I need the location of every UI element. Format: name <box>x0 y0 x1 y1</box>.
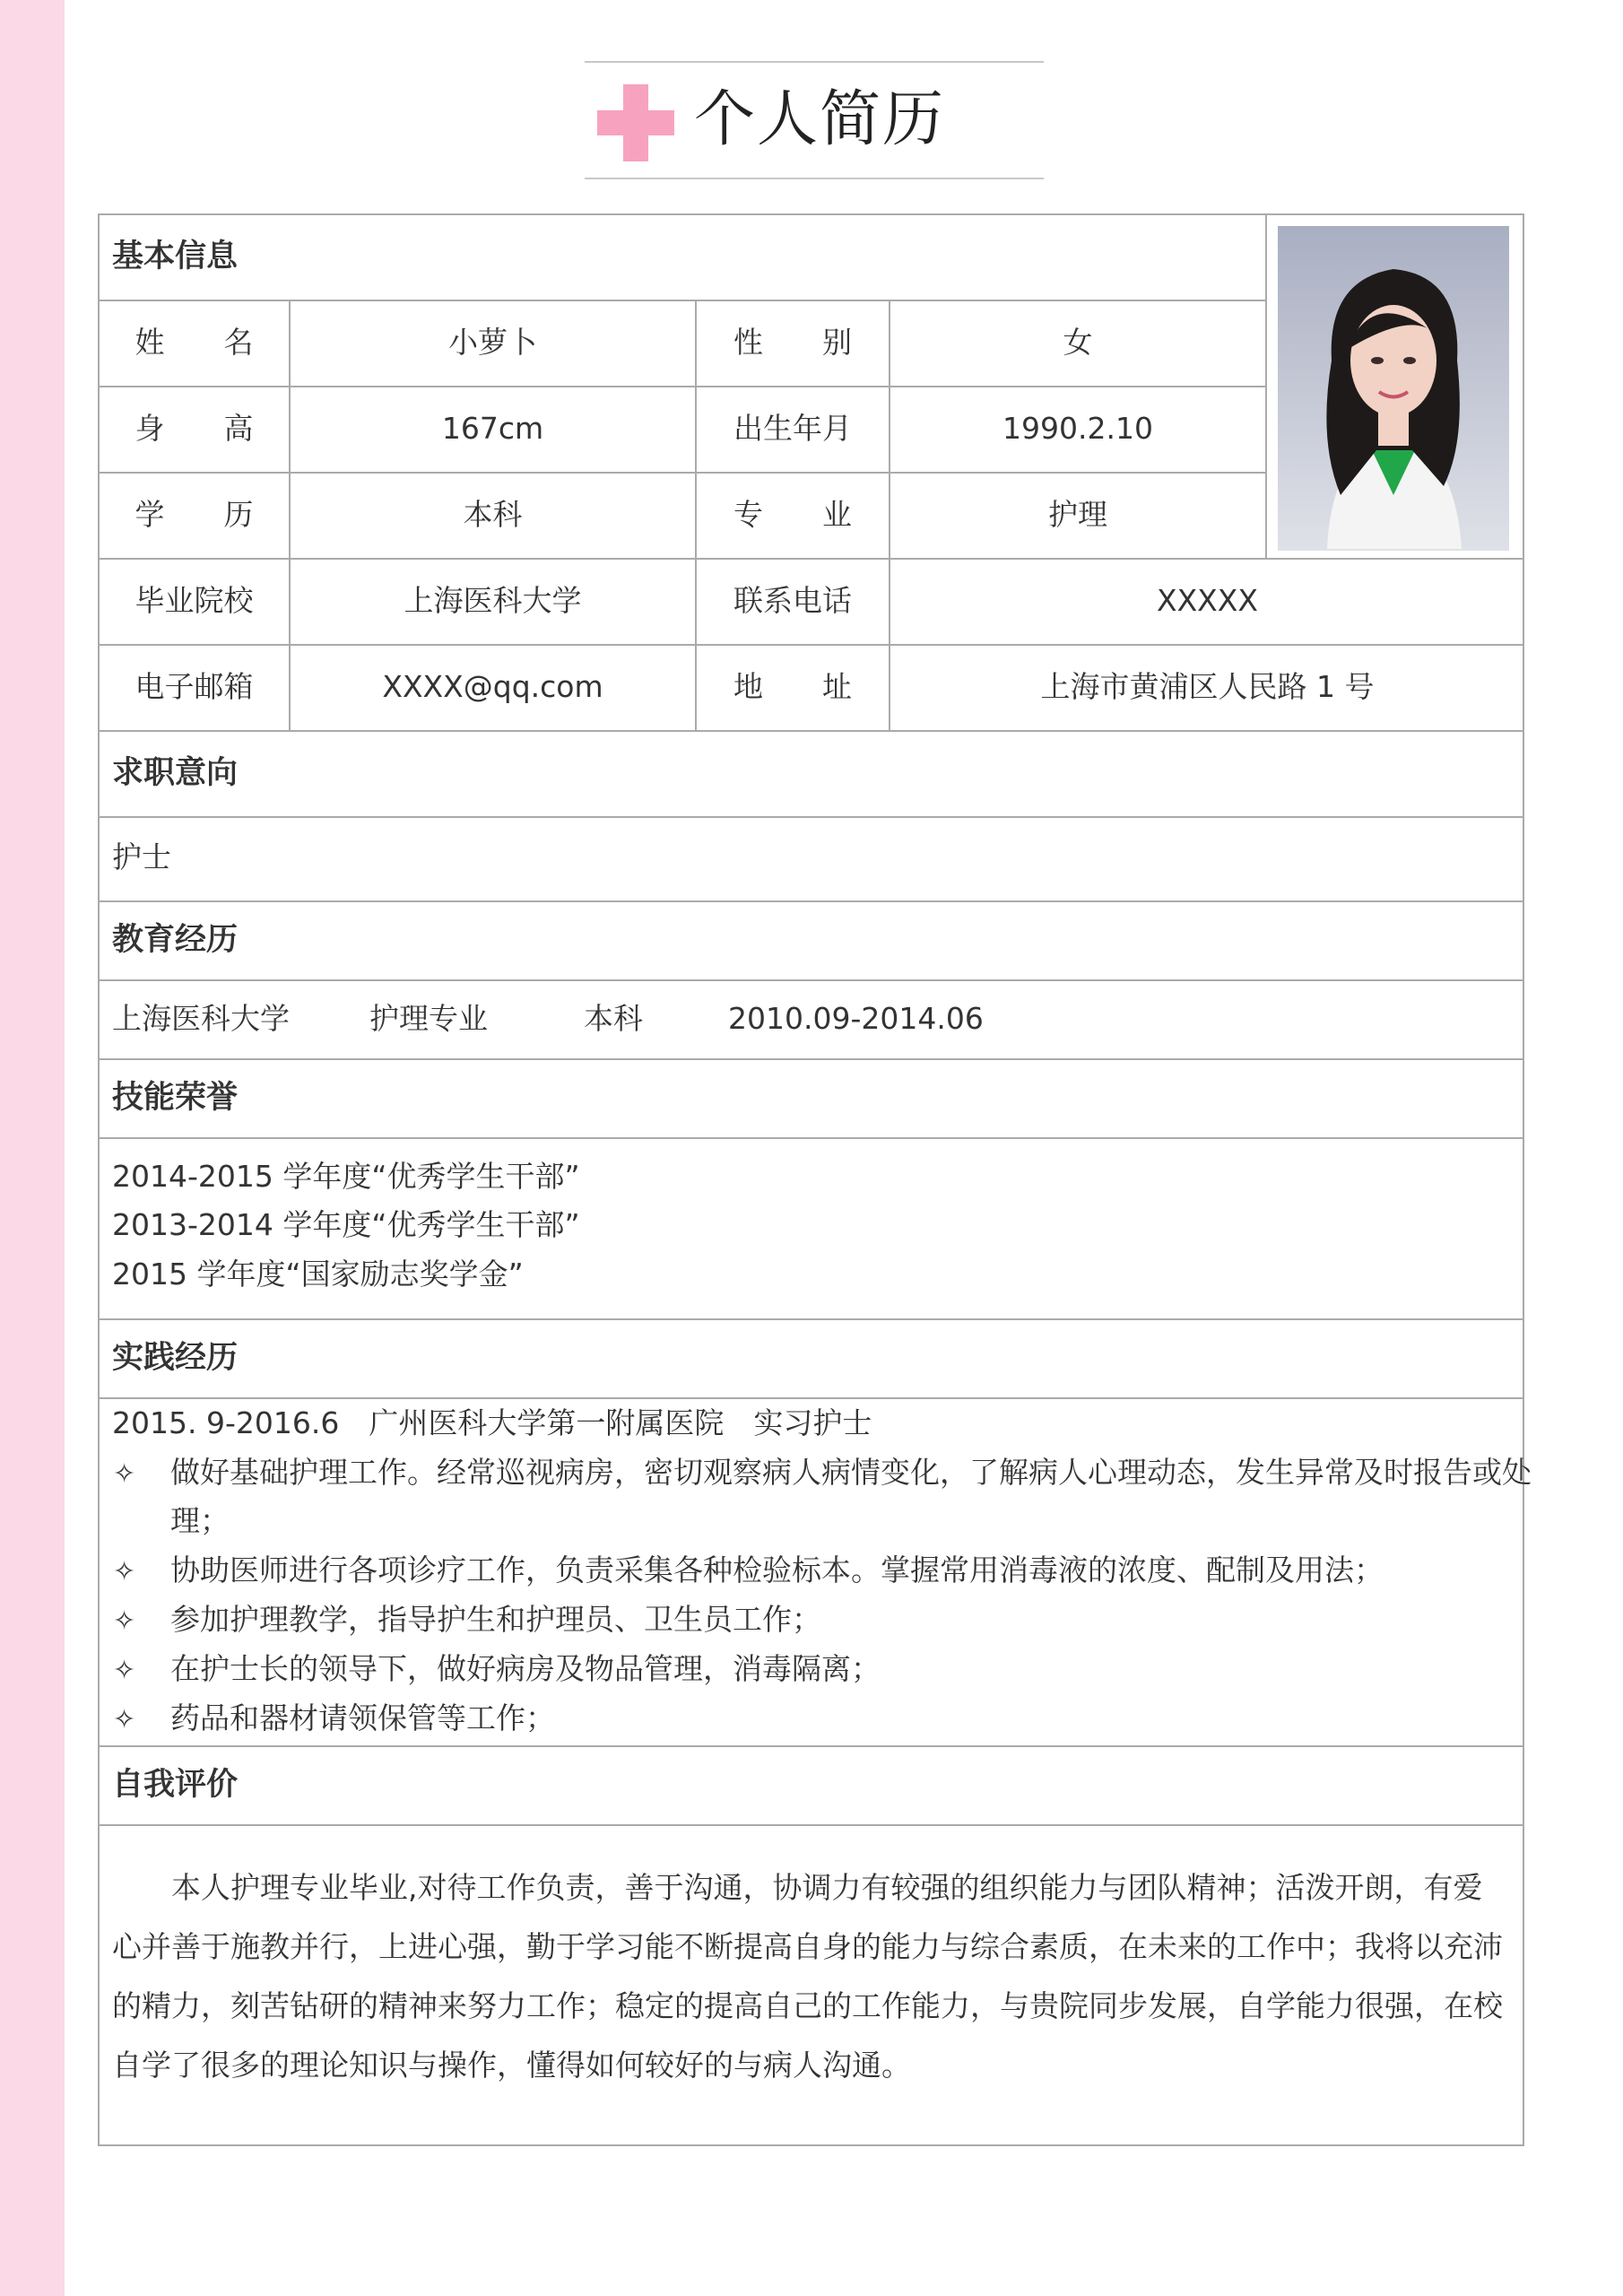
title-block <box>585 61 1044 179</box>
sparkle-bullet-icon: ✧ <box>113 1704 136 1735</box>
label-major: 专 业 <box>733 497 852 532</box>
sparkle-bullet-icon: ✧ <box>113 1556 136 1587</box>
label-birth: 出生年月 <box>733 411 852 446</box>
education-period: 2010.09-2014.06 <box>728 1001 984 1036</box>
label-school: 毕业院校 <box>135 583 254 618</box>
value-major: 护理 <box>1048 497 1107 532</box>
practice-item: 做好基础护理工作。经常巡视病房，密切观察病人病情变化，了解病人心理动态，发生异常及时报告或处 <box>170 1455 1532 1490</box>
value-birth: 1990.2.10 <box>1002 411 1153 446</box>
job-intention-value: 护士 <box>112 839 171 874</box>
education-degree: 本科 <box>584 1001 643 1036</box>
medical-cross-icon <box>597 84 674 161</box>
education-major: 护理专业 <box>369 1001 488 1036</box>
value-height: 167cm <box>441 411 544 446</box>
honor-item: 2013-2014 学年度“优秀学生干部” <box>112 1207 580 1242</box>
page-title: 个人简历 <box>694 84 946 155</box>
section-title-job-intention: 求职意向 <box>112 755 239 791</box>
value-school: 上海医科大学 <box>404 583 582 618</box>
section-title-practice: 实践经历 <box>112 1340 239 1376</box>
side-stripe <box>0 0 65 2296</box>
practice-item: 药品和器材请领保管等工作； <box>170 1700 555 1735</box>
practice-item-cont: 理； <box>170 1503 230 1538</box>
label-address: 地 址 <box>733 669 852 704</box>
section-title-self-eval: 自我评价 <box>112 1767 239 1803</box>
label-gender: 性 别 <box>733 325 852 360</box>
honor-item: 2014-2015 学年度“优秀学生干部” <box>112 1159 580 1194</box>
section-title-education: 教育经历 <box>112 922 239 958</box>
value-name: 小萝卜 <box>448 325 537 360</box>
label-phone: 联系电话 <box>733 583 852 618</box>
sparkle-bullet-icon: ✧ <box>113 1605 136 1637</box>
practice-item: 协助医师进行各项诊疗工作，负责采集各种检验标本。掌握常用消毒液的浓度、配制及用法； <box>170 1552 1384 1587</box>
label-education: 学 历 <box>135 497 254 532</box>
practice-summary: 2015. 9-2016.6 广州医科大学第一附属医院 实习护士 <box>112 1405 872 1440</box>
label-name: 姓 名 <box>135 325 254 360</box>
profile-photo <box>1278 226 1509 551</box>
section-title-basic-info: 基本信息 <box>112 239 239 274</box>
value-phone: XXXXX <box>1156 583 1259 618</box>
label-height: 身 高 <box>135 411 254 446</box>
practice-item: 参加护理教学，指导护生和护理员、卫生员工作； <box>170 1602 821 1637</box>
education-school: 上海医科大学 <box>112 1001 290 1036</box>
practice-item: 在护士长的领导下，做好病房及物品管理，消毒隔离； <box>170 1651 881 1686</box>
section-title-honors: 技能荣誉 <box>112 1080 239 1116</box>
value-address: 上海市黄浦区人民路 1 号 <box>1040 669 1375 704</box>
self-eval-text: 本人护理专业毕业,对待工作负责，善于沟通，协调力有较强的组织能力与团队精神；活泼开朗，有爱心并善于施教并行，上进心强，勤于学习能不断提高自身的能力与综合素质，在未来的工作中；我将以充沛的精力，刻苦钻研的精神来努力工作；稳定的提高自己的工作能力，与贵院同步发展，自学能力很强，在校自学了很多的理论知识与操作，懂得如何较好的与病人沟通。 <box>112 1870 1503 2083</box>
sparkle-bullet-icon: ✧ <box>113 1458 136 1490</box>
value-gender: 女 <box>1063 325 1093 360</box>
value-education: 本科 <box>463 497 523 532</box>
sparkle-bullet-icon: ✧ <box>113 1655 136 1686</box>
value-email: XXXX@qq.com <box>382 669 603 704</box>
honor-item: 2015 学年度“国家励志奖学金” <box>112 1257 524 1292</box>
label-email: 电子邮箱 <box>135 669 254 704</box>
